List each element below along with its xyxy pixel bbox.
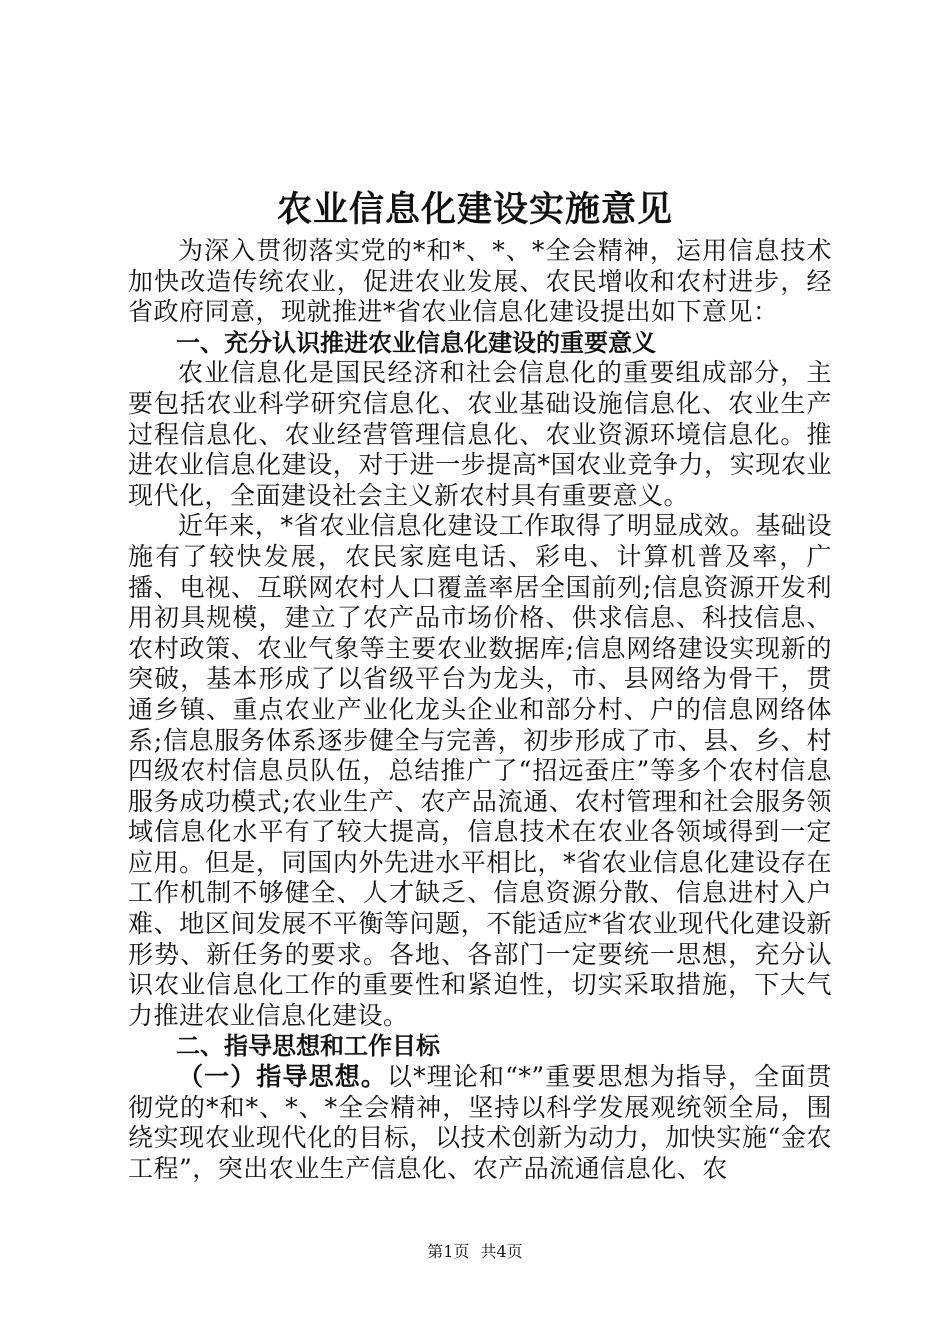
document-title: 农业信息化建设实施意见 bbox=[276, 189, 673, 230]
subsection-1-lead: （一）指导思想。 bbox=[178, 1062, 387, 1092]
page-footer bbox=[0, 1242, 950, 1262]
section-2-subsection-1 bbox=[128, 1062, 832, 1184]
section-1-paragraph-2: 近年来，*省农业信息化建设工作取得了明显成效。基础设施有了较快发展，农民家庭电话、彩电、计算机普及率，广播、电视、互联网农村人口覆盖率居全国前列;信息资源开发利用初具规模，建立了农产品市场价格、供求信息、科技信息、农村政策、农业气象等主要农业数据库;信息网络建设实现新的突破，基本形成了以省级平台为龙头，市、县网络为骨干，贯通乡镇、重点农业产业化龙头企业和部分村、户的信息网络体系;信息服务体系逐步健全与完善，初步形成了市、县、乡、村四级农村信息员队伍，总结推广了“招远蚕庄”等多个农村信息服务成功模式;农业生产、农产品流通、农村管理和社会服务领域信息化水平有了较大提高，信息技术在农业各领域得到一定应用。但是，同国内外先进水平相比，*省农业信息化建设存在工作机制不够健全、人才缺乏、信息资源分散、信息进村入户难、地区间发展不平衡等问题，不能适应*省农业现代化建设新形势、新任务的要求。各地、各部门一定要统一思想，充分认识农业信息化工作的重要性和紧迫性，切实采取措施，下大气力推进农业信息化建设。 bbox=[128, 511, 832, 1030]
page-number: 第1页 bbox=[427, 1242, 470, 1261]
intro-paragraph: 为深入贯彻落实党的*和*、*、*全会精神，运用信息技术加快改造传统农业，促进农业发展、农民增收和农村进步，经省政府同意，现就推进*省农业信息化建设提出如下意见： bbox=[128, 236, 832, 327]
section-2-heading: 二、指导思想和工作目标 bbox=[176, 1032, 440, 1061]
document-body bbox=[128, 236, 832, 1184]
section-1-paragraph-1: 农业信息化是国民经济和社会信息化的重要组成部分，主要包括农业科学研究信息化、农业基础设施信息化、农业生产过程信息化、农业经营管理信息化、农业资源环境信息化。推进农业信息化建设，对于进一步提高*国农业竞争力，实现农业现代化，全面建设社会主义新农村具有重要意义。 bbox=[128, 358, 832, 510]
page-total: 共4页 bbox=[480, 1242, 523, 1261]
section-1-heading: 一、充分认识推进农业信息化建设的重要意义 bbox=[176, 328, 656, 357]
subsection-1-text: 以*理论和“*”重要思想为指导，全面贯彻党的*和*、*、*全会精神，坚持以科学发展观统领全局，围绕实现农业现代化的目标，以技术创新为动力，加快实施“金农工程”，突出农业生产信息化、农产品流通信息化、农 bbox=[128, 1062, 832, 1183]
